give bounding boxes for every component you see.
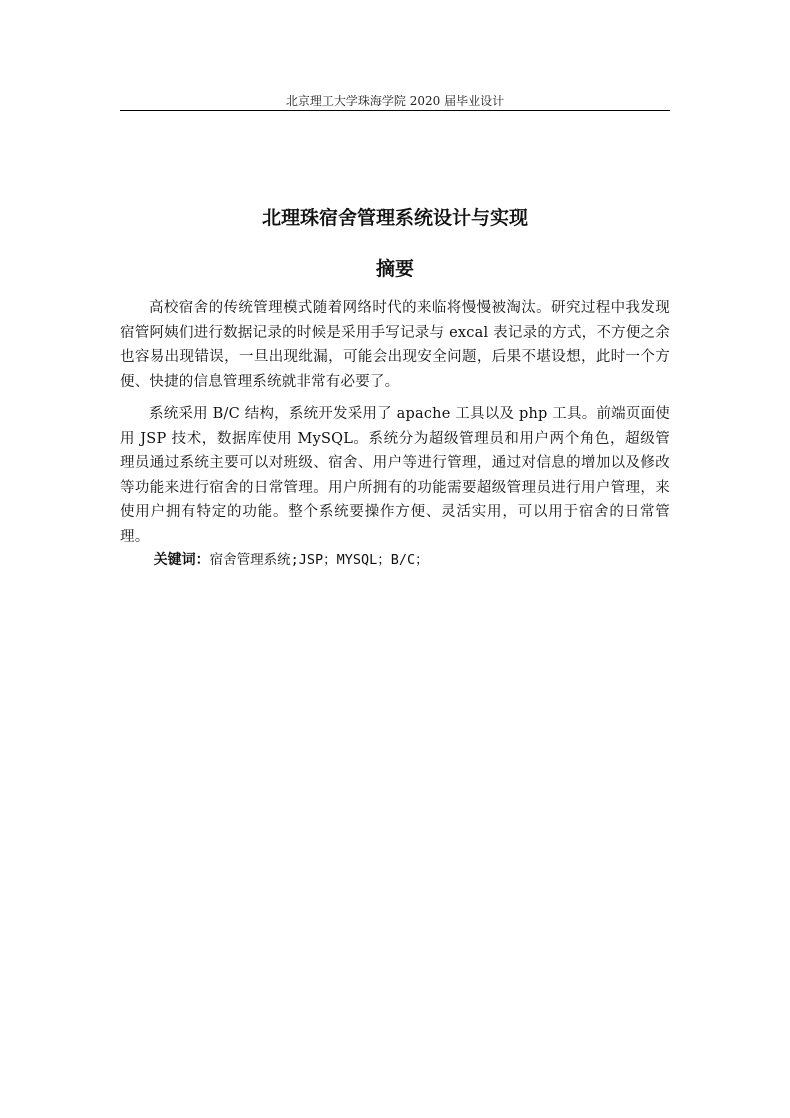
keywords-line bbox=[120, 549, 670, 571]
running-header: 北京理工大学珠海学院 2020 届毕业设计 bbox=[285, 94, 505, 108]
header-rule bbox=[120, 110, 670, 111]
keywords-value: 宿舍管理系统;JSP；MYSQL；B/C； bbox=[209, 552, 429, 568]
document-title: 北理珠宿舍管理系统设计与实现 bbox=[261, 207, 528, 229]
keywords-label: 关键词： bbox=[153, 552, 210, 568]
abstract-body bbox=[120, 296, 670, 571]
abstract-paragraph-2: 系统采用 B/C 结构，系统开发采用了 apache 工具以及 php 工具。前端页面使用 JSP 技术，数据库使用 MySQL。系统分为超级管理员和用户两个角色，超级管理员通过系统主要可以对班级、宿舍、用户等进行管理，通过对信息的增加以及修改等功能来进行宿舍的日常管理。用户所拥有的功能需要超级管理员进行用户管理，来使用户拥有特定的功能。整个系统要操作方便、灵活实用，可以用于宿舍的日常管理。 bbox=[120, 406, 670, 545]
abstract-heading: 摘要 bbox=[375, 258, 414, 280]
abstract-paragraph-1: 高校宿舍的传统管理模式随着网络时代的来临将慢慢被淘汰。研究过程中我发现宿管阿姨们进行数据记录的时候是采用手写记录与 excal 表记录的方式，不方便之余也容易出现错误，一旦出现纰漏，可能会出现安全问题，后果不堪设想，此时一个方便、快捷的信息管理系统就非常有必要了。 bbox=[120, 300, 670, 390]
